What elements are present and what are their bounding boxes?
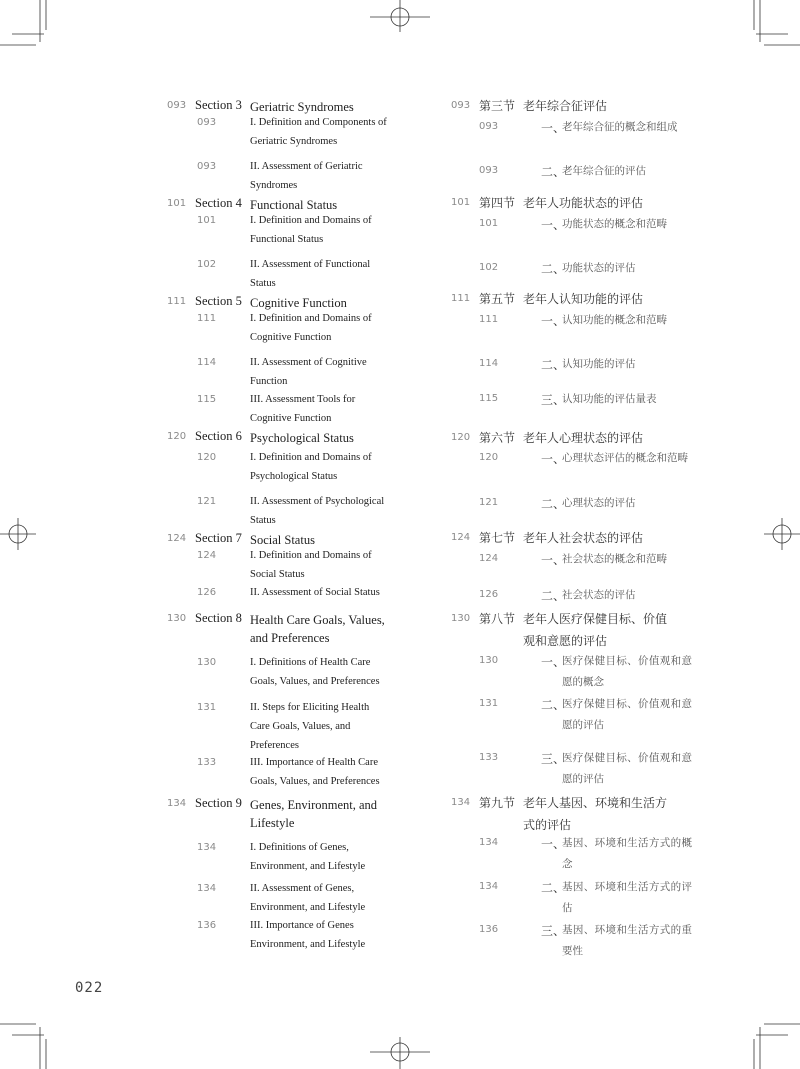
subsection-page-number: 136 [479,924,499,935]
subsection-page-number: 134 [479,837,499,848]
subsection-number: 二、 [541,165,566,179]
subsection-page-number: 111 [479,314,499,325]
section-title: 老年人社会状态的评估 [523,531,644,545]
subsection-number: 一、 [541,553,566,567]
subsection-title: 基因、环境和生活方式的评估 [562,881,692,914]
section-label: 第四节 [479,196,516,210]
subsection-title: 老年综合征的概念和组成 [562,121,678,133]
subsection-number: 二、 [541,881,566,895]
subsection-page-number: 121 [479,497,499,508]
subsection-page-number: 093 [197,117,217,128]
section-page-number: 130 [451,613,471,624]
section-page-number: 124 [451,532,471,543]
subsection-number: 三、 [541,752,566,766]
subsection-title: II. Steps for Eliciting Health Care Goals, Values, and Preferences [250,702,370,751]
subsection-number: 一、 [541,314,566,328]
subsection-page-number: 114 [479,358,499,369]
subsection-title: 社会状态的评估 [562,589,636,601]
subsection-number: 二、 [541,358,566,372]
subsection-title: 老年综合征的评估 [562,165,646,177]
subsection-title: II. Assessment of Functional Status [250,259,371,289]
subsection-number: 二、 [541,262,566,276]
page-number: 022 [75,980,104,996]
section-page-number: 111 [451,293,471,304]
subsection-page-number: 124 [197,550,217,561]
section-title: Health Care Goals, Values, and Preferences [250,613,385,645]
section-page-number: 093 [167,100,187,111]
subsection-title: 社会状态的概念和范畴 [562,553,667,565]
subsection-page-number: 131 [479,698,499,709]
section-title: 老年人功能状态的评估 [523,196,644,210]
subsection-title: I. Definitions of Genes, Environment, and Lifestyle [250,842,366,872]
subsection-page-number: 134 [197,842,217,853]
subsection-page-number: 093 [479,165,499,176]
section-title: Social Status [250,533,315,547]
section-page-number: 134 [451,797,471,808]
subsection-page-number: 102 [197,259,217,270]
subsection-page-number: 126 [197,587,217,598]
subsection-page-number: 101 [197,215,217,226]
subsection-page-number: 120 [479,452,499,463]
subsection-title: I. Definition and Domains of Cognitive Function [250,313,372,343]
section-label: 第五节 [479,292,516,306]
subsection-title: I. Definition and Domains of Functional Status [250,215,372,245]
subsection-page-number: 130 [197,657,217,668]
subsection-number: 二、 [541,698,566,712]
section-title: Cognitive Function [250,296,347,310]
section-label: Section 3 [195,98,242,112]
subsection-title: I. Definition and Domains of Psychological Status [250,452,372,482]
section-title: Psychological Status [250,431,354,445]
section-title: 老年综合征评估 [523,99,608,113]
subsection-number: 三、 [541,924,566,938]
section-title: Genes, Environment, and Lifestyle [250,798,378,830]
subsection-page-number: 114 [197,357,217,368]
section-page-number: 093 [451,100,471,111]
subsection-number: 一、 [541,837,566,851]
section-page-number: 134 [167,798,187,809]
section-title: Geriatric Syndromes [250,100,354,114]
subsection-page-number: 130 [479,655,499,666]
section-title: 老年人医疗保健目标、价值观和意愿的评估 [523,612,668,648]
subsection-page-number: 133 [479,752,499,763]
subsection-number: 一、 [541,121,566,135]
section-label: 第三节 [479,99,516,113]
section-label: 第八节 [479,612,516,626]
section-label: Section 5 [195,294,242,308]
subsection-title: II. Assessment of Geriatric Syndromes [250,161,363,191]
subsection-title: 基因、环境和生活方式的重要性 [562,924,692,957]
subsection-page-number: 102 [479,262,499,273]
subsection-title: I. Definitions of Health Care Goals, Values, and Preferences [250,657,380,687]
section-label: 第七节 [479,531,516,545]
section-label: 第六节 [479,431,516,445]
subsection-number: 一、 [541,452,566,466]
subsection-title: I. Definition and Components of Geriatric Syndromes [250,117,387,147]
subsection-page-number: 101 [479,218,499,229]
subsection-page-number: 115 [197,394,217,405]
subsection-page-number: 134 [197,883,217,894]
subsection-title: III. Assessment Tools for Cognitive Function [250,394,356,424]
subsection-title: I. Definition and Domains of Social Status [250,550,372,580]
subsection-title: 认知功能的评估 [562,358,636,370]
subsection-page-number: 136 [197,920,217,931]
section-label: 第九节 [479,796,516,810]
section-page-number: 101 [451,197,471,208]
subsection-page-number: 134 [479,881,499,892]
subsection-title: II. Assessment of Cognitive Function [250,357,367,387]
subsection-title: 医疗保健目标、价值观和意愿的评估 [562,698,692,731]
subsection-title: 医疗保健目标、价值观和意愿的概念 [562,655,692,688]
subsection-title: 心理状态的评估 [562,497,636,509]
subsection-page-number: 126 [479,589,499,600]
subsection-page-number: 133 [197,757,217,768]
subsection-number: 一、 [541,655,566,669]
subsection-title: 功能状态的概念和范畴 [562,218,667,230]
subsection-title: 医疗保健目标、价值观和意愿的评估 [562,752,692,785]
section-title: 老年人认知功能的评估 [523,292,644,306]
subsection-title: 认知功能的评估量表 [562,393,657,405]
subsection-page-number: 131 [197,702,217,713]
subsection-title: II. Assessment of Genes, Environment, and Lifestyle [250,883,366,913]
subsection-title: III. Importance of Health Care Goals, Values, and Preferences [250,757,380,787]
subsection-number: 二、 [541,497,566,511]
section-title: 老年人心理状态的评估 [523,431,644,445]
subsection-page-number: 124 [479,553,499,564]
section-page-number: 101 [167,198,187,209]
section-label: Section 8 [195,611,242,625]
subsection-title: II. Assessment of Social Status [250,587,380,598]
subsection-number: 二、 [541,589,566,603]
subsection-title: 认知功能的概念和范畴 [562,314,667,326]
section-title: 老年人基因、环境和生活方式的评估 [523,796,668,832]
subsection-title: III. Importance of Genes Environment, and Lifestyle [250,920,366,950]
section-page-number: 111 [167,296,187,307]
subsection-page-number: 093 [197,161,217,172]
subsection-title: 心理状态评估的概念和范畴 [562,452,688,464]
section-page-number: 120 [167,431,187,442]
section-label: Section 7 [195,531,242,545]
subsection-page-number: 115 [479,393,499,404]
subsection-title: 基因、环境和生活方式的概念 [562,837,692,870]
subsection-page-number: 121 [197,496,217,507]
section-page-number: 124 [167,533,187,544]
section-title: Functional Status [250,198,338,212]
subsection-number: 一、 [541,218,566,232]
section-page-number: 130 [167,613,187,624]
section-label: Section 9 [195,796,242,810]
section-label: Section 6 [195,429,242,443]
subsection-page-number: 111 [197,313,217,324]
section-page-number: 120 [451,432,471,443]
subsection-page-number: 093 [479,121,499,132]
subsection-number: 三、 [541,393,566,407]
subsection-title: II. Assessment of Psychological Status [250,496,385,526]
section-label: Section 4 [195,196,242,210]
subsection-page-number: 120 [197,452,217,463]
subsection-title: 功能状态的评估 [562,262,636,274]
